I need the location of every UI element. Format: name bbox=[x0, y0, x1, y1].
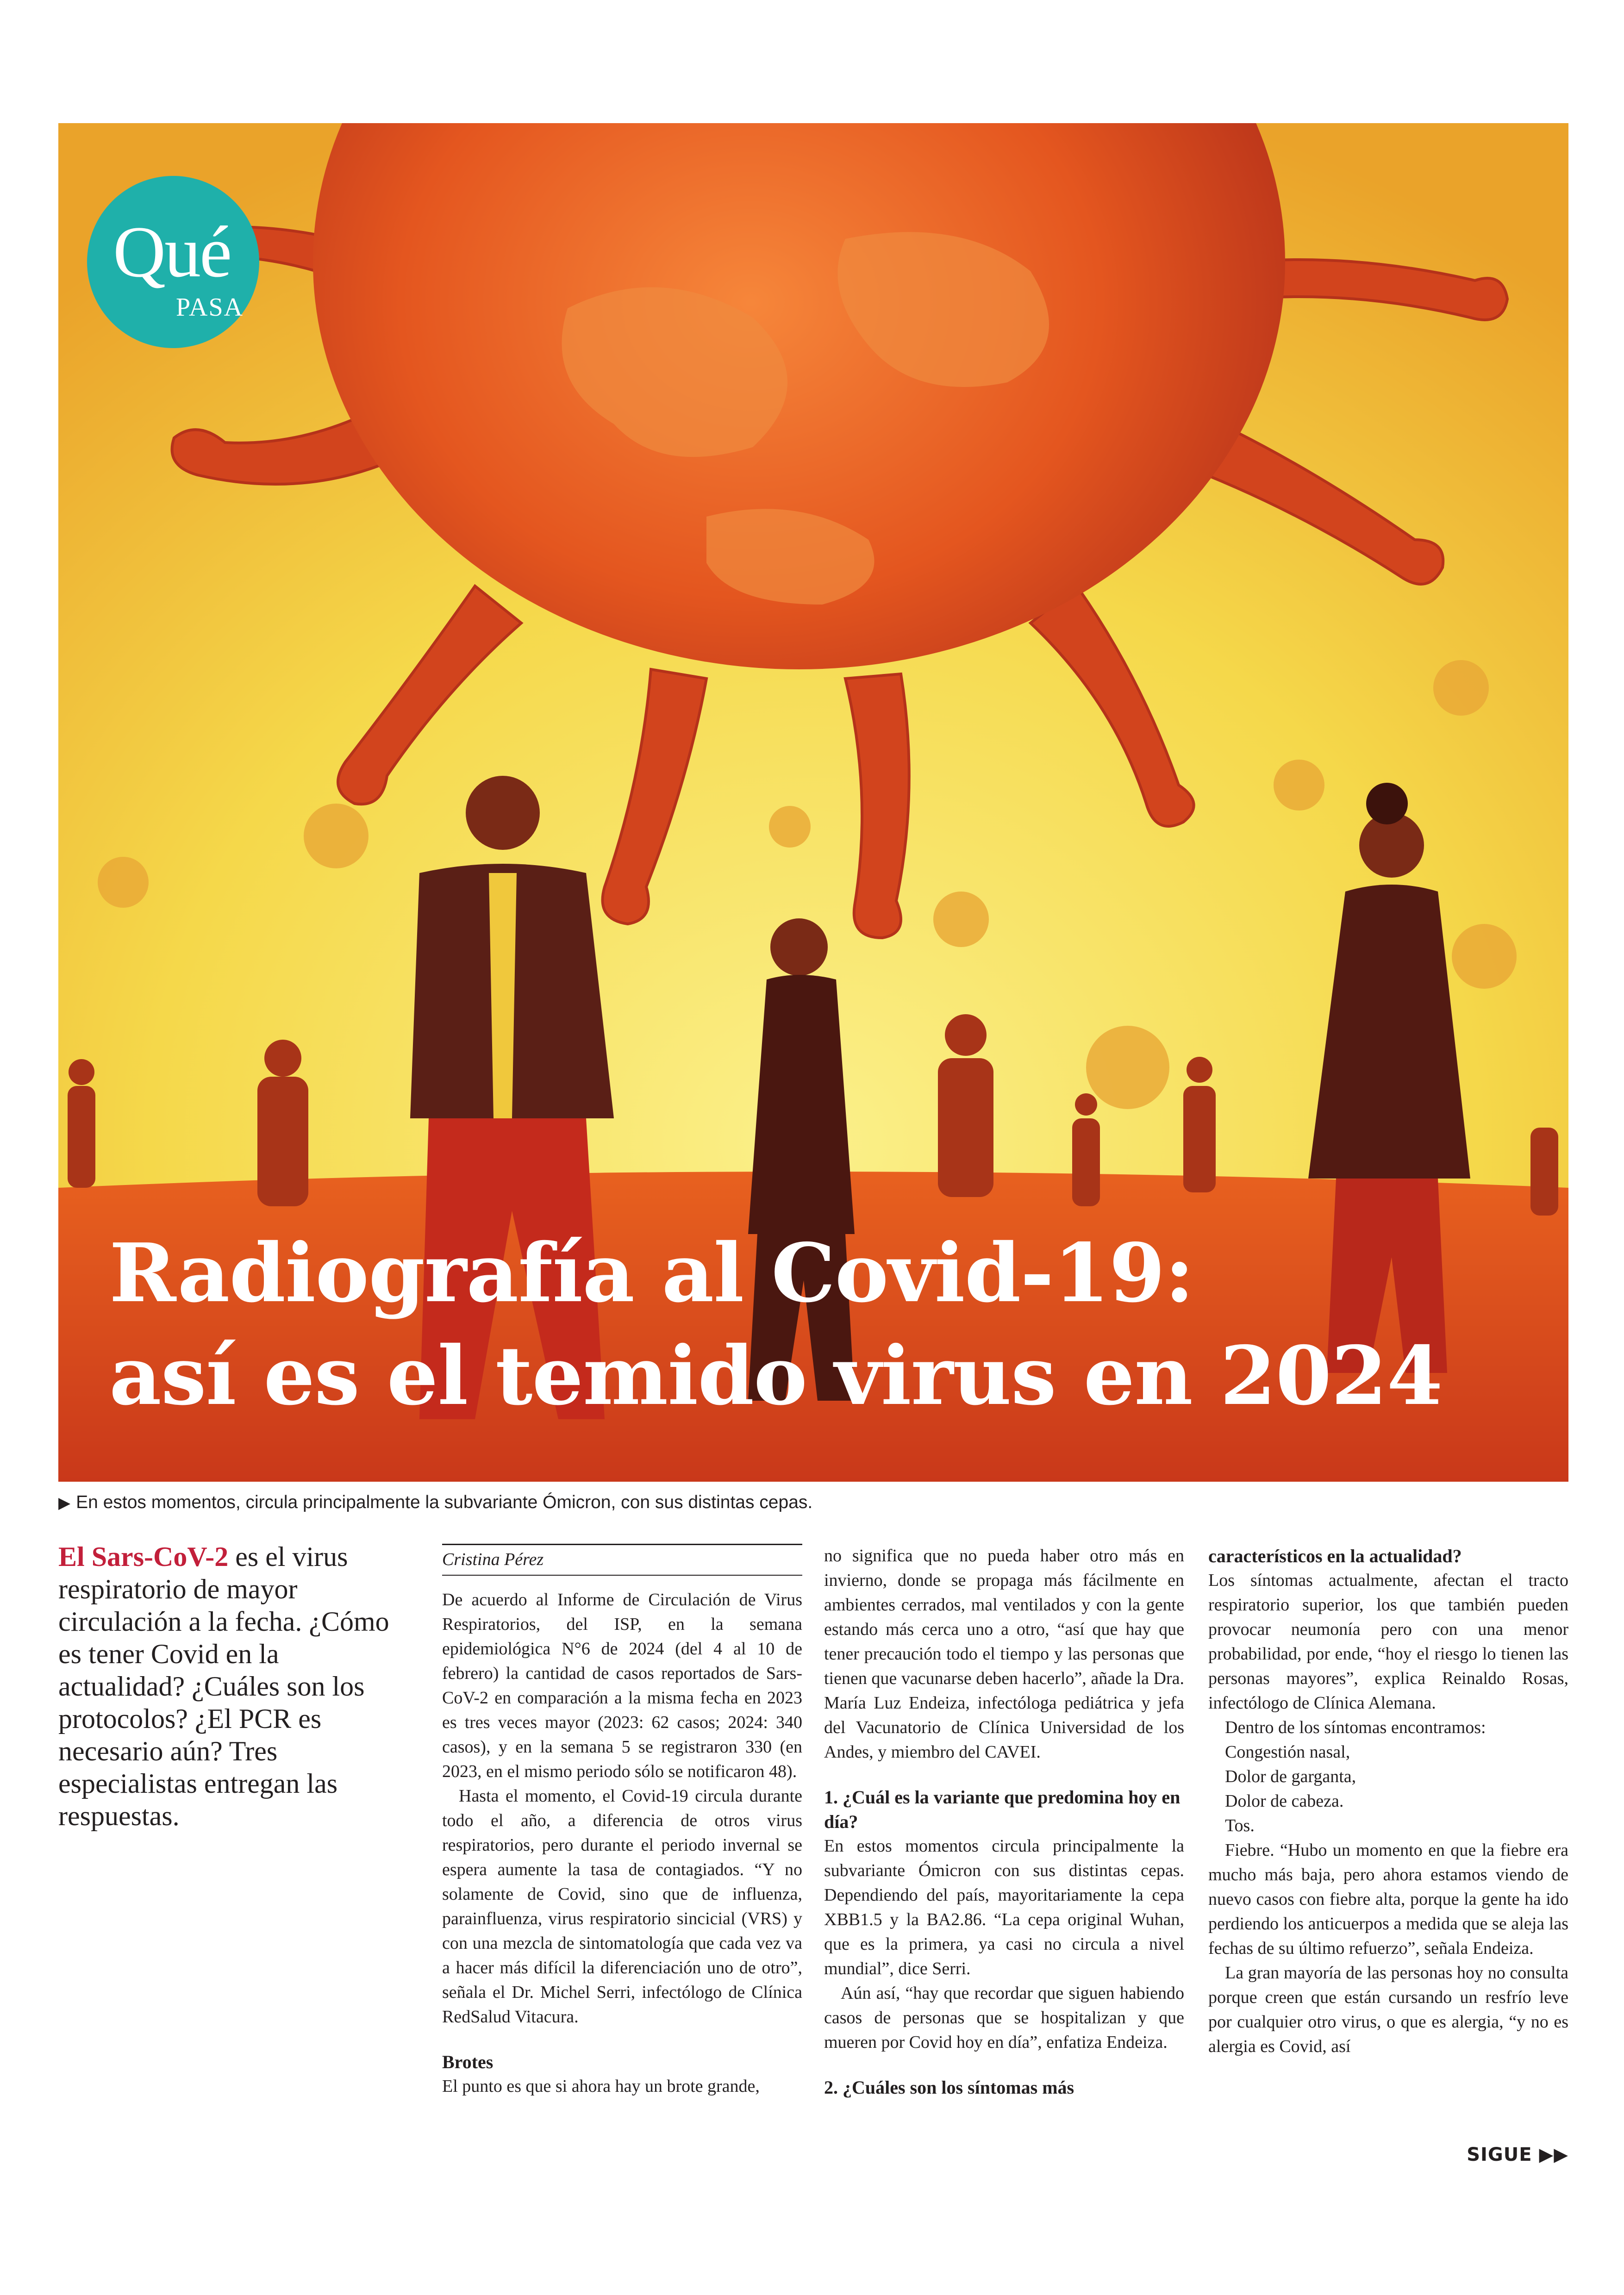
paragraph: Los síntomas actualmente, afectan el tracto respiratorio superior, los que también pueden provocar neumonía pero con una menor probabilidad, por ende, “hoy el riesgo lo tienen las personas mayores”, explica Reinaldo Rosas, infectólogo de Clínica Alemana. bbox=[1208, 1571, 1568, 1713]
badge-word: Qué bbox=[113, 212, 231, 293]
article-headline bbox=[109, 1222, 1498, 1428]
paragraph: De acuerdo al Informe de Circulación de Virus Respiratorios, del ISP, en la semana epidemiológica N°6 de 2024 (del 4 al 10 de febrero) la cantidad de casos reportados de Sars-CoV-2 en comparación a la misma fecha en 2023 es tres veces mayor (2023: 62 casos; 2024: 340 casos), y en la semana 5 se registraron 330 (en 2023, en el mismo periodo sólo se notificaron 48). bbox=[442, 1590, 802, 1781]
paragraph: La gran mayoría de las personas hoy no consulta porque creen que están cursando un resfrío leve por cualquier otro virus, o que es alergia, “y no es alergia es Covid, así bbox=[1208, 1963, 1568, 2056]
continue-marker: SIGUE ▶▶ bbox=[1467, 2144, 1568, 2165]
subhead-brotes: Brotes bbox=[442, 2052, 493, 2072]
paragraph: El punto es que si ahora hay un brote grande, bbox=[442, 2077, 760, 2096]
headline-line-1: Radiografía al Covid-19: bbox=[109, 1226, 1194, 1321]
list-item: Dolor de cabeza. bbox=[1225, 1791, 1344, 1811]
article-column-3 bbox=[1208, 1544, 1568, 2059]
paragraph: Hasta el momento, el Covid-19 circula durante todo el año, a diferencia de otros virus respiratorios, pero durante el periodo invernal se espera aumente la tasa de contagiados. “Y no solamente de Covid, sino que de influenza, parainfluenza, virus respiratorio sincicial (VRS) y con una mezcla de sintomatología que cada vez va a hacer más difícil la diferenciación uno de otro”, señala el Dr. Michel Serri, infectólogo de Clínica RedSalud Vitacura. bbox=[442, 1786, 802, 2027]
que-pasa-badge bbox=[87, 176, 259, 348]
article-column-1 bbox=[442, 1544, 802, 2099]
paragraph: Dentro de los síntomas encontramos: bbox=[1225, 1718, 1486, 1737]
paragraph: Fiebre. “Hubo un momento en que la fiebre era mucho más baja, pero ahora estamos viendo de nuevo casos con fiebre alta, porque la gente ha ido perdiendo los anticuerpos a medida que se aleja las fechas de su último refuerzo”, señala Endeiza. bbox=[1208, 1840, 1568, 1958]
article-deck bbox=[58, 1540, 401, 1832]
question-2-heading-cont: característicos en la actualidad? bbox=[1208, 1546, 1462, 1566]
question-2-heading: 2. ¿Cuáles son los síntomas más bbox=[824, 2077, 1074, 2098]
article-column-2 bbox=[824, 1544, 1184, 2100]
symptom-list bbox=[1208, 1740, 1568, 1838]
paragraph: En estos momentos circula principalmente la subvariante Ómicron con sus distintas cepas. Dependiendo del país, mayoritariamente la cepa XBB1.5 y la BA2.86. “La cepa original Wuhan, que es la primera, ya casi no circula a nivel mundial”, dice Serri. bbox=[824, 1836, 1184, 1978]
question-1-heading: 1. ¿Cuál es la variante que predomina hoy en día? bbox=[824, 1787, 1181, 1832]
list-item: Congestión nasal, bbox=[1225, 1742, 1350, 1762]
caption-text: En estos momentos, circula principalmente la subvariante Ómicron, con sus distintas cepas. bbox=[76, 1492, 813, 1512]
deck-lead: El Sars-CoV-2 bbox=[58, 1541, 229, 1572]
headline-line-2: así es el temido virus en 2024 bbox=[109, 1329, 1443, 1423]
paragraph: Aún así, “hay que recordar que siguen habiendo casos de personas que se hospitalizan y que mueren por Covid hoy en día”, enfatiza Endeiza. bbox=[824, 1983, 1184, 2052]
deck-text: es el virus respiratorio de mayor circulación a la fecha. ¿Cómo es tener Covid en la actualidad? ¿Cuáles son los protocolos? ¿El PCR es necesario aún? Tres especialistas entregan las respuestas. bbox=[58, 1541, 389, 1831]
byline: Cristina Pérez bbox=[442, 1544, 802, 1576]
list-item: Tos. bbox=[1225, 1816, 1255, 1835]
paragraph: no significa que no pueda haber otro más en invierno, donde se propaga más fácilmente en ambientes cerrados, mal ventilados y con la gente estando más cerca uno a otro, “así que hay que tener precaución todo el tiempo y las personas que tienen que vacunarse deben hacerlo”, añade la Dra. María Luz Endeiza, infectóloga pediátrica y jefa del Vacunatorio de Clínica Universidad de los Andes, y miembro del CAVEI. bbox=[824, 1546, 1184, 1762]
badge-sub: PASA bbox=[176, 293, 244, 322]
photo-caption bbox=[58, 1492, 812, 1513]
list-item: Dolor de garganta, bbox=[1225, 1767, 1356, 1786]
caption-arrow-icon: ▶ bbox=[58, 1494, 71, 1512]
